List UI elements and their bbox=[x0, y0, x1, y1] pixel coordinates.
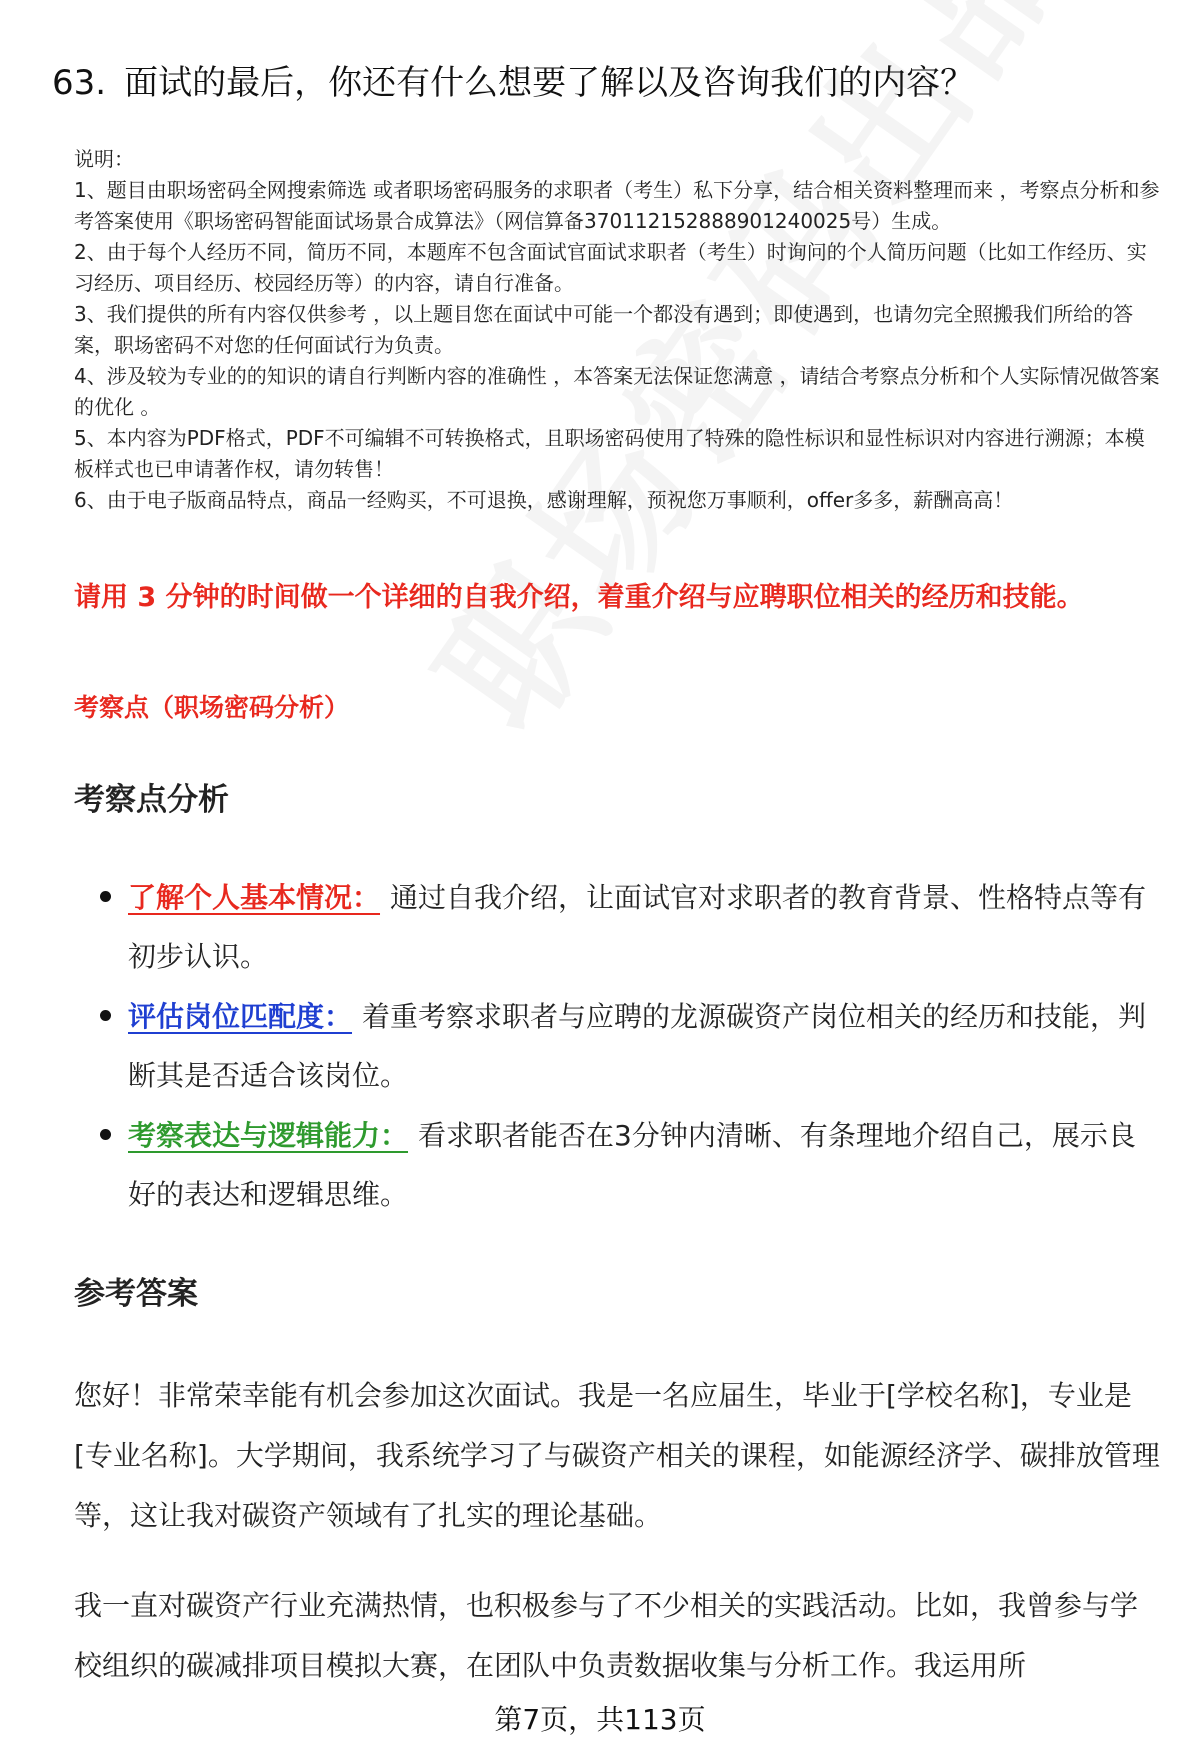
analysis-list bbox=[100, 868, 1160, 1225]
key-points-heading: 考察点（职场密码分析） bbox=[74, 693, 350, 722]
note-item-1: 1、题目由职场密码全网搜索筛选 或者职场密码服务的求职者（考生）私下分享，结合相关资料整理而来 ，考察点分析和参考答案使用《职场密码智能面试场景合成算法》（网信算备370112152888901240025号）生成。 bbox=[74, 178, 1160, 233]
note-item-5: 5、本内容为PDF格式，PDF不可编辑不可转换格式，且职场密码使用了特殊的隐性标识和显性标识对内容进行溯源；本模板样式也已申请著作权，请勿转售！ bbox=[74, 426, 1145, 481]
question-title bbox=[52, 58, 1162, 108]
notes-title: 说明： bbox=[74, 147, 134, 171]
bullet-icon bbox=[100, 1129, 111, 1140]
note-item-4: 4、涉及较为专业的的知识的请自行判断内容的准确性 ，本答案无法保证您满意 ，请结合考察点分析和个人实际情况做答案的优化 。 bbox=[74, 364, 1160, 419]
analysis-keyword: 评估岗位匹配度： bbox=[128, 1000, 353, 1033]
analysis-heading: 考察点分析 bbox=[74, 782, 229, 818]
analysis-keyword: 考察表达与逻辑能力： bbox=[128, 1119, 409, 1152]
notes-block bbox=[74, 144, 1160, 516]
analysis-item bbox=[100, 868, 1160, 986]
answer-paragraph: 您好！非常荣幸能有机会参加这次面试。我是一名应届生，毕业于[学校名称]，专业是[专业名称]。大学期间，我系统学习了与碳资产相关的课程，如能源经济学、碳排放管理等，这让我对碳资产领域有了扎实的理论基础。 bbox=[74, 1379, 1160, 1532]
question-number: 63. bbox=[52, 63, 107, 103]
question-title-text: 面试的最后，你还有什么想要了解以及咨询我们的内容？ bbox=[124, 63, 975, 103]
bullet-icon bbox=[100, 891, 111, 902]
analysis-keyword: 了解个人基本情况： bbox=[128, 881, 381, 914]
analysis-text: 看求职者能否在3分钟内清晰、有条理地介绍自己，展示良好的表达和逻辑思维。 bbox=[128, 1119, 1136, 1211]
analysis-item bbox=[100, 1106, 1160, 1224]
page-footer: 第7页，共113页 bbox=[494, 1703, 706, 1736]
interview-question: 请用 3 分钟的时间做一个详细的自我介绍，着重介绍与应聘职位相关的经历和技能。 bbox=[74, 582, 1084, 613]
analysis-text: 着重考察求职者与应聘的龙源碳资产岗位相关的经历和技能，判断其是否适合该岗位。 bbox=[128, 1000, 1147, 1092]
analysis-item bbox=[100, 987, 1160, 1105]
answer-paragraph: 我一直对碳资产行业充满热情，也积极参与了不少相关的实践活动。比如，我曾参与学校组织的碳减排项目模拟大赛，在团队中负责数据收集与分析工作。我运用所 bbox=[74, 1589, 1139, 1682]
answer-heading: 参考答案 bbox=[74, 1276, 198, 1312]
note-item-6: 6、由于电子版商品特点，商品一经购买，不可退换，感谢理解，预祝您万事顺利，offer多多，薪酬高高！ bbox=[74, 488, 1014, 512]
answer-body bbox=[74, 1366, 1160, 1726]
bullet-icon bbox=[100, 1010, 111, 1021]
analysis-text: 通过自我介绍，让面试官对求职者的教育背景、性格特点等有初步认识。 bbox=[128, 881, 1147, 973]
note-item-2: 2、由于每个人经历不同，简历不同，本题库不包含面试官面试求职者（考生）时询问的个人简历问题（比如工作经历、实习经历、项目经历、校园经历等）的内容，请自行准备。 bbox=[74, 240, 1147, 295]
note-item-3: 3、我们提供的所有内容仅供参考 ，以上题目您在面试中可能一个都没有遇到；即使遇到，也请勿完全照搬我们所给的答案，职场密码不对您的任何面试行为负责。 bbox=[74, 302, 1134, 357]
